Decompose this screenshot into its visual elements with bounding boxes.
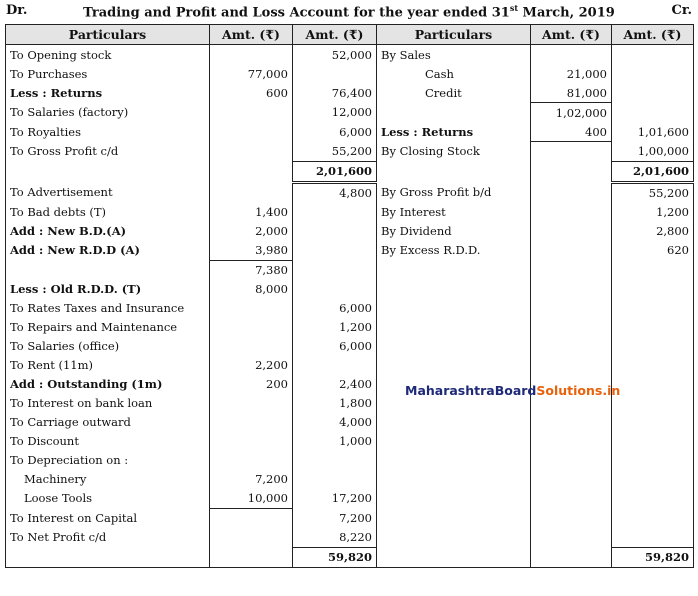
cell: 3,980 [210,241,293,261]
cell: 2,800 [612,222,694,241]
cell [377,356,531,375]
cell: 7,200 [293,508,377,528]
cell [377,489,531,509]
cell [531,182,612,203]
cell: By Dividend [377,222,531,241]
cell [293,260,377,280]
account-title: Trading and Profit and Loss Account for the year ended 31st March, 2019 [83,3,615,21]
cell [612,280,694,299]
cell [293,451,377,470]
cell [210,103,293,123]
cell: 12,000 [293,103,377,123]
credit-label: Cr. [671,3,692,18]
cell [6,260,210,280]
cell: Add : New B.D.(A) [6,222,210,241]
cell [531,432,612,451]
cell: To Purchases [6,64,210,83]
cell: To Royalties [6,122,210,142]
cell [612,45,694,65]
cell [377,280,531,299]
table-row [6,337,694,356]
table-row [6,122,694,142]
table-row [6,45,694,65]
cell: To Rates Taxes and Insurance [6,299,210,318]
cell: 1,400 [210,203,293,222]
cell [210,451,293,470]
cell: By Gross Profit b/d [377,182,531,203]
cell: 400 [531,122,612,142]
col-particulars-dr: Particulars [6,25,210,45]
table-row [6,142,694,162]
cell [293,280,377,299]
cell: 76,400 [293,83,377,103]
cell [210,508,293,528]
table-row [6,83,694,103]
cell [377,508,531,528]
cell [210,122,293,142]
cell [612,432,694,451]
cell: 17,200 [293,489,377,509]
cell [210,142,293,162]
cell: 7,200 [210,470,293,489]
cell [531,222,612,241]
cell [531,318,612,337]
pl-total-dr: 59,820 [293,547,377,567]
cell [612,470,694,489]
cell [377,432,531,451]
cell [293,470,377,489]
table-row [6,241,694,261]
trading-total-cr: 2,01,600 [612,161,694,182]
cell [612,413,694,432]
table-row [6,508,694,528]
trading-pl-table [5,24,694,568]
cell [210,182,293,203]
cell [6,161,210,182]
cell [612,375,694,394]
cell: To Bad debts (T) [6,203,210,222]
table-row [6,203,694,222]
cell [531,161,612,182]
cell: 1,200 [612,203,694,222]
cell [531,203,612,222]
header-row [6,25,694,45]
cell: 21,000 [531,64,612,83]
cell: 77,000 [210,64,293,83]
table-row [6,64,694,83]
cell: 6,000 [293,122,377,142]
col-particulars-cr: Particulars [377,25,531,45]
cell: 2,400 [293,375,377,394]
table-row [6,280,694,299]
cell: 10,000 [210,489,293,509]
cell: Less : Old R.D.D. (T) [6,280,210,299]
cell: To Opening stock [6,45,210,65]
cell: 1,00,000 [612,142,694,162]
col-amt-cr-1: Amt. (₹) [531,25,612,45]
cell [210,528,293,548]
cell [531,489,612,509]
cell: 1,000 [293,432,377,451]
cell: To Repairs and Maintenance [6,318,210,337]
cell: 55,200 [612,182,694,203]
cell [531,280,612,299]
cell [531,299,612,318]
cell: 81,000 [531,83,612,103]
site-watermark: MaharashtraBoardSolutions.in [405,383,621,398]
cell [612,260,694,280]
col-amt-dr-2: Amt. (₹) [293,25,377,45]
cell: Add : New R.D.D (A) [6,241,210,261]
cell: 1,200 [293,318,377,337]
cell [612,64,694,83]
cell: 8,220 [293,528,377,548]
cell [531,356,612,375]
cell [612,356,694,375]
cell: To Net Profit c/d [6,528,210,548]
cell: 1,800 [293,394,377,413]
cell [531,508,612,528]
cell: To Interest on bank loan [6,394,210,413]
table-row [6,528,694,548]
cell [531,451,612,470]
table-row [6,260,694,280]
cell [612,451,694,470]
cell: 1,01,600 [612,122,694,142]
cell: 620 [612,241,694,261]
cell [531,260,612,280]
cell: Loose Tools [6,489,210,509]
col-amt-cr-2: Amt. (₹) [612,25,694,45]
cell [377,103,531,123]
cell [210,413,293,432]
cell [531,142,612,162]
cell: 4,000 [293,413,377,432]
cell: To Discount [6,432,210,451]
cell [531,547,612,567]
cell [377,337,531,356]
table-row [6,299,694,318]
cell: 600 [210,83,293,103]
cell [612,337,694,356]
cell: 52,000 [293,45,377,65]
cell: By Sales [377,45,531,65]
cell [377,470,531,489]
table-row [6,103,694,123]
cell: Machinery [6,470,210,489]
cell [377,451,531,470]
table-row [6,413,694,432]
table-row [6,451,694,470]
table-row [6,432,694,451]
cell: 8,000 [210,280,293,299]
cell [377,318,531,337]
cell [210,299,293,318]
cell: 55,200 [293,142,377,162]
table-row [6,489,694,509]
trading-total-row [6,161,694,182]
cell [210,318,293,337]
cell: Less : Returns [6,83,210,103]
debit-label: Dr. [6,3,28,18]
cell: Cash [377,64,531,83]
trading-total-dr: 2,01,600 [293,161,377,182]
cell: To Salaries (office) [6,337,210,356]
cell [531,337,612,356]
table-row [6,356,694,375]
cell [377,260,531,280]
cell: 7,380 [210,260,293,280]
cell [377,299,531,318]
cell: To Carriage outward [6,413,210,432]
table-row [6,222,694,241]
cell [293,203,377,222]
cell [612,508,694,528]
pl-total-row [6,547,694,567]
title-bar [0,0,698,22]
cell [293,241,377,261]
cell [612,103,694,123]
cell [377,413,531,432]
cell [612,83,694,103]
cell [210,161,293,182]
cell [612,489,694,509]
cell [531,45,612,65]
cell: 6,000 [293,299,377,318]
cell: 2,200 [210,356,293,375]
cell [210,394,293,413]
cell: To Gross Profit c/d [6,142,210,162]
table-row [6,318,694,337]
table-row [6,470,694,489]
cell [531,241,612,261]
cell [210,432,293,451]
cell: 2,000 [210,222,293,241]
cell: To Salaries (factory) [6,103,210,123]
cell: By Closing Stock [377,142,531,162]
cell: Less : Returns [377,122,531,142]
pl-total-cr: 59,820 [612,547,694,567]
cell [612,528,694,548]
cell [531,470,612,489]
cell: 1,02,000 [531,103,612,123]
cell [377,161,531,182]
cell [612,318,694,337]
cell [293,64,377,83]
cell: Credit [377,83,531,103]
cell: To Rent (11m) [6,356,210,375]
cell [377,547,531,567]
cell [210,337,293,356]
cell [210,547,293,567]
cell [210,45,293,65]
cell: To Interest on Capital [6,508,210,528]
cell: By Excess R.D.D. [377,241,531,261]
cell: To Depreciation on : [6,451,210,470]
cell: 200 [210,375,293,394]
cell [6,547,210,567]
cell [612,394,694,413]
cell: 6,000 [293,337,377,356]
table-row [6,182,694,203]
cell [293,222,377,241]
cell [293,356,377,375]
cell: By Interest [377,203,531,222]
cell: To Advertisement [6,182,210,203]
cell [531,413,612,432]
col-amt-dr-1: Amt. (₹) [210,25,293,45]
cell [377,528,531,548]
cell [612,299,694,318]
cell: 4,800 [293,182,377,203]
cell: Add : Outstanding (1m) [6,375,210,394]
cell [531,528,612,548]
